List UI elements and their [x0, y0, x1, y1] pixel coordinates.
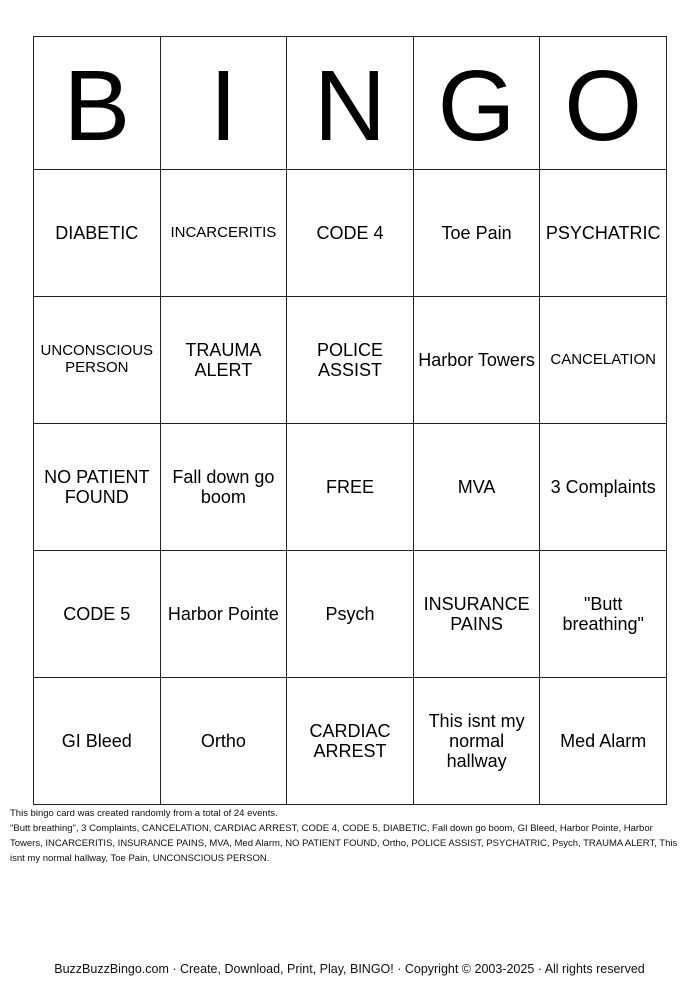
bingo-cell: Fall down go boom [160, 424, 287, 551]
bingo-cell: MVA [413, 424, 540, 551]
header-letter-n: N [287, 37, 414, 170]
bingo-cell: DIABETIC [34, 170, 161, 297]
bingo-cell: INSURANCE PAINS [413, 551, 540, 678]
bingo-header-row [34, 37, 667, 170]
bingo-row [34, 678, 667, 805]
bingo-cell: Ortho [160, 678, 287, 805]
bingo-row [34, 170, 667, 297]
bingo-cell: INCARCERITIS [160, 170, 287, 297]
bingo-cell: CODE 5 [34, 551, 161, 678]
bingo-cell: NO PATIENT FOUND [34, 424, 161, 551]
bingo-cell: UNCONSCIOUS PERSON [34, 297, 161, 424]
bingo-cell: PSYCHATRIC [540, 170, 667, 297]
bingo-cell: This isnt my normal hallway [413, 678, 540, 805]
header-letter-b: B [34, 37, 161, 170]
event-list-note [10, 806, 686, 866]
bingo-cell: CARDIAC ARREST [287, 678, 414, 805]
bingo-cell: POLICE ASSIST [287, 297, 414, 424]
bingo-row [34, 297, 667, 424]
bingo-cell: CANCELATION [540, 297, 667, 424]
bingo-cell: Med Alarm [540, 678, 667, 805]
free-space-cell: FREE [287, 424, 414, 551]
bingo-card [33, 36, 667, 805]
bingo-cell: Harbor Pointe [160, 551, 287, 678]
note-summary: This bingo card was created randomly from a total of 24 events. [10, 808, 278, 819]
bingo-cell: TRAUMA ALERT [160, 297, 287, 424]
bingo-cell: Toe Pain [413, 170, 540, 297]
bingo-cell: "Butt breathing" [540, 551, 667, 678]
bingo-cell: Harbor Towers [413, 297, 540, 424]
bingo-cell: GI Bleed [34, 678, 161, 805]
header-letter-o: O [540, 37, 667, 170]
bingo-row [34, 424, 667, 551]
bingo-row [34, 551, 667, 678]
note-event-list: "Butt breathing", 3 Complaints, CANCELATION, CARDIAC ARREST, CODE 4, CODE 5, DIABETIC, Fall down go boom, GI Bleed, Harbor Pointe, Harbor Towers, INCARCERITIS, INSURANCE PAINS, MVA, Med Alarm, NO PATIENT FOUND, Ortho, POLICE ASSIST, PSYCHATRIC, Psych, TRAUMA ALERT, This isnt my normal hallway, Toe Pain, UNCONSCIOUS PERSON. [10, 823, 678, 864]
header-letter-i: I [160, 37, 287, 170]
site-footer: BuzzBuzzBingo.com · Create, Download, Print, Play, BINGO! · Copyright © 2003-2025 · All rights reserved [54, 962, 645, 976]
bingo-cell: 3 Complaints [540, 424, 667, 551]
header-letter-g: G [413, 37, 540, 170]
bingo-cell: Psych [287, 551, 414, 678]
bingo-cell: CODE 4 [287, 170, 414, 297]
